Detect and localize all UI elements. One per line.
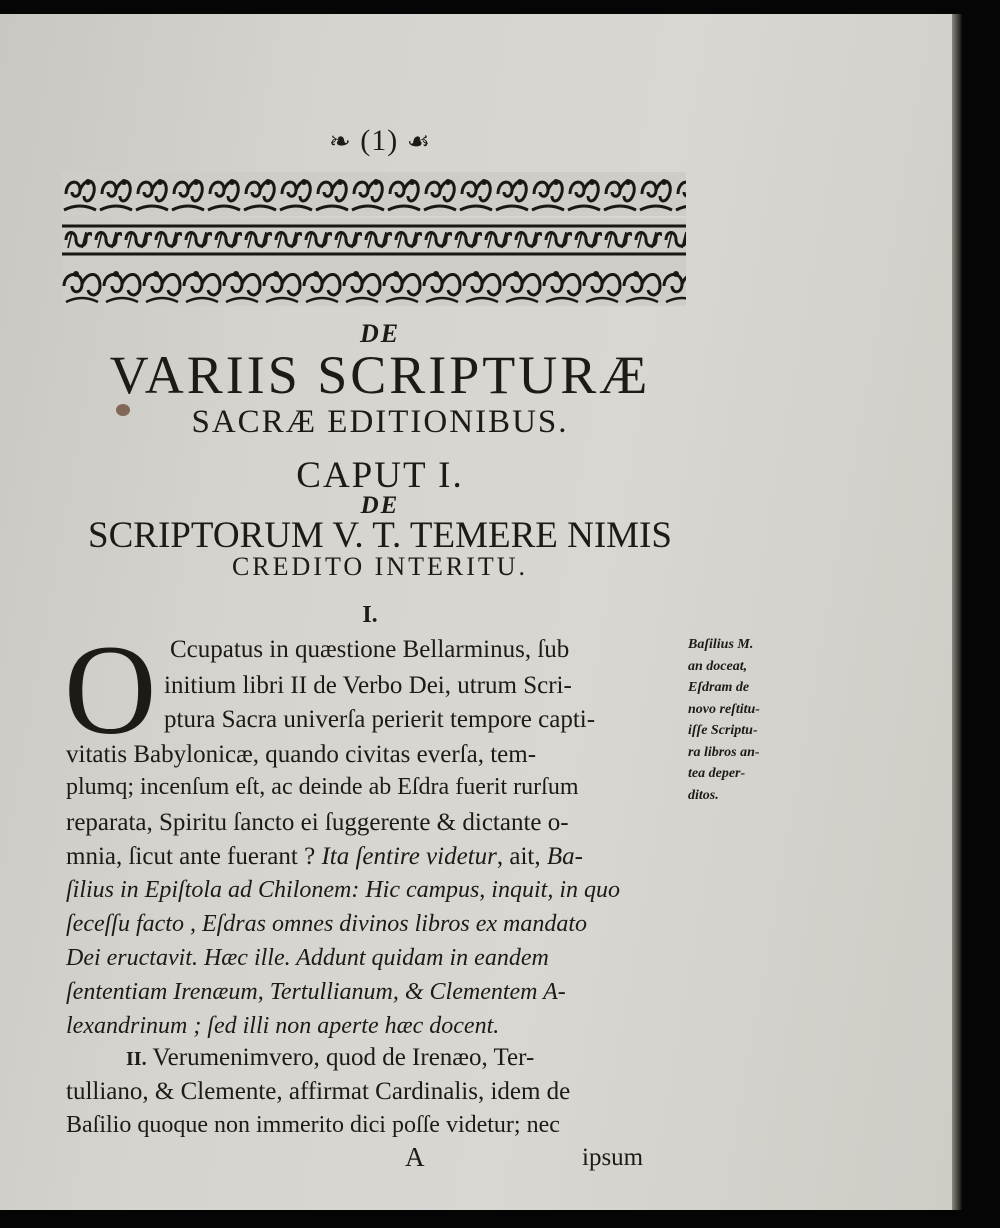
body-line: plumq; incenſum eſt, ac deinde ab Eſdra fuerit rurſum xyxy=(66,774,579,800)
body-line: initium libri II de Verbo Dei, utrum Scri- xyxy=(164,672,572,699)
chapter-title: CAPUT I. xyxy=(296,455,464,496)
section-number-2: II. xyxy=(126,1048,147,1070)
body-line: II. Verumenimvero, quod de Irenæo, Ter- xyxy=(126,1044,535,1071)
ornament-band-1 xyxy=(62,172,686,216)
drop-cap: O xyxy=(64,619,157,761)
title-sub: SACRÆ EDITIONIBUS. xyxy=(191,404,569,440)
body-line: ptura Sacra univerſa perierit tempore capti- xyxy=(164,706,596,733)
ornament-band-3 xyxy=(62,262,686,306)
body-line: ſeceſſu facto , Eſdras omnes divinos libros ex mandato xyxy=(66,911,588,937)
title-main: VARIIS SCRIPTURÆ xyxy=(109,345,651,405)
margin-note: Baſilius M. an doceat, Eſdram de novo reſtitu- iſſe Scriptu- ra libros an- tea deper- ditos. xyxy=(688,637,760,803)
chapter-heading: SCRIPTORUM V. T. TEMERE NIMIS xyxy=(88,515,672,556)
body-line: tulliano, & Clemente, affirmat Cardinalis, idem de xyxy=(66,1078,571,1105)
body-line: lexandrinum ; ſed illi non aperte hæc docent. xyxy=(66,1013,500,1039)
section-number-1: I. xyxy=(362,602,378,628)
right-fleuron-icon: ☙ xyxy=(406,127,432,156)
title-de: DE xyxy=(359,319,401,348)
left-fleuron-icon: ❧ xyxy=(328,127,352,156)
ornament-band-2 xyxy=(62,218,686,262)
chapter-de: DE xyxy=(360,492,400,519)
book-page xyxy=(0,14,952,1210)
body-line: vitatis Babylonicæ, quando civitas everſa, tem- xyxy=(66,741,537,768)
body-line: mnia, ſicut ante fuerant ? Ita ſentire videtur, ait, Ba- xyxy=(66,843,583,870)
body-line: ſilius in Epiſtola ad Chilonem: Hic campus, inquit, in quo xyxy=(66,877,620,903)
body-line: Baſilio quoque non immerito dici poſſe videtur; nec xyxy=(66,1112,560,1138)
body-line: Ccupatus in quæstione Bellarminus, ſub xyxy=(170,636,570,663)
signature-mark: A xyxy=(405,1142,425,1172)
body-line: reparata, Spiritu ſancto ei ſuggerente & dictante o- xyxy=(66,809,569,836)
catchword: ipsum xyxy=(582,1144,644,1171)
page-edge xyxy=(952,14,962,1210)
chapter-heading-2: CREDITO INTERITU. xyxy=(231,552,529,581)
body-line: ſententiam Irenæum, Tertullianum, & Clementem A- xyxy=(66,979,566,1005)
page-number: ❧ (1) ☙ xyxy=(328,124,432,157)
body-line: Dei eructavit. Hæc ille. Addunt quidam in eandem xyxy=(66,945,549,971)
